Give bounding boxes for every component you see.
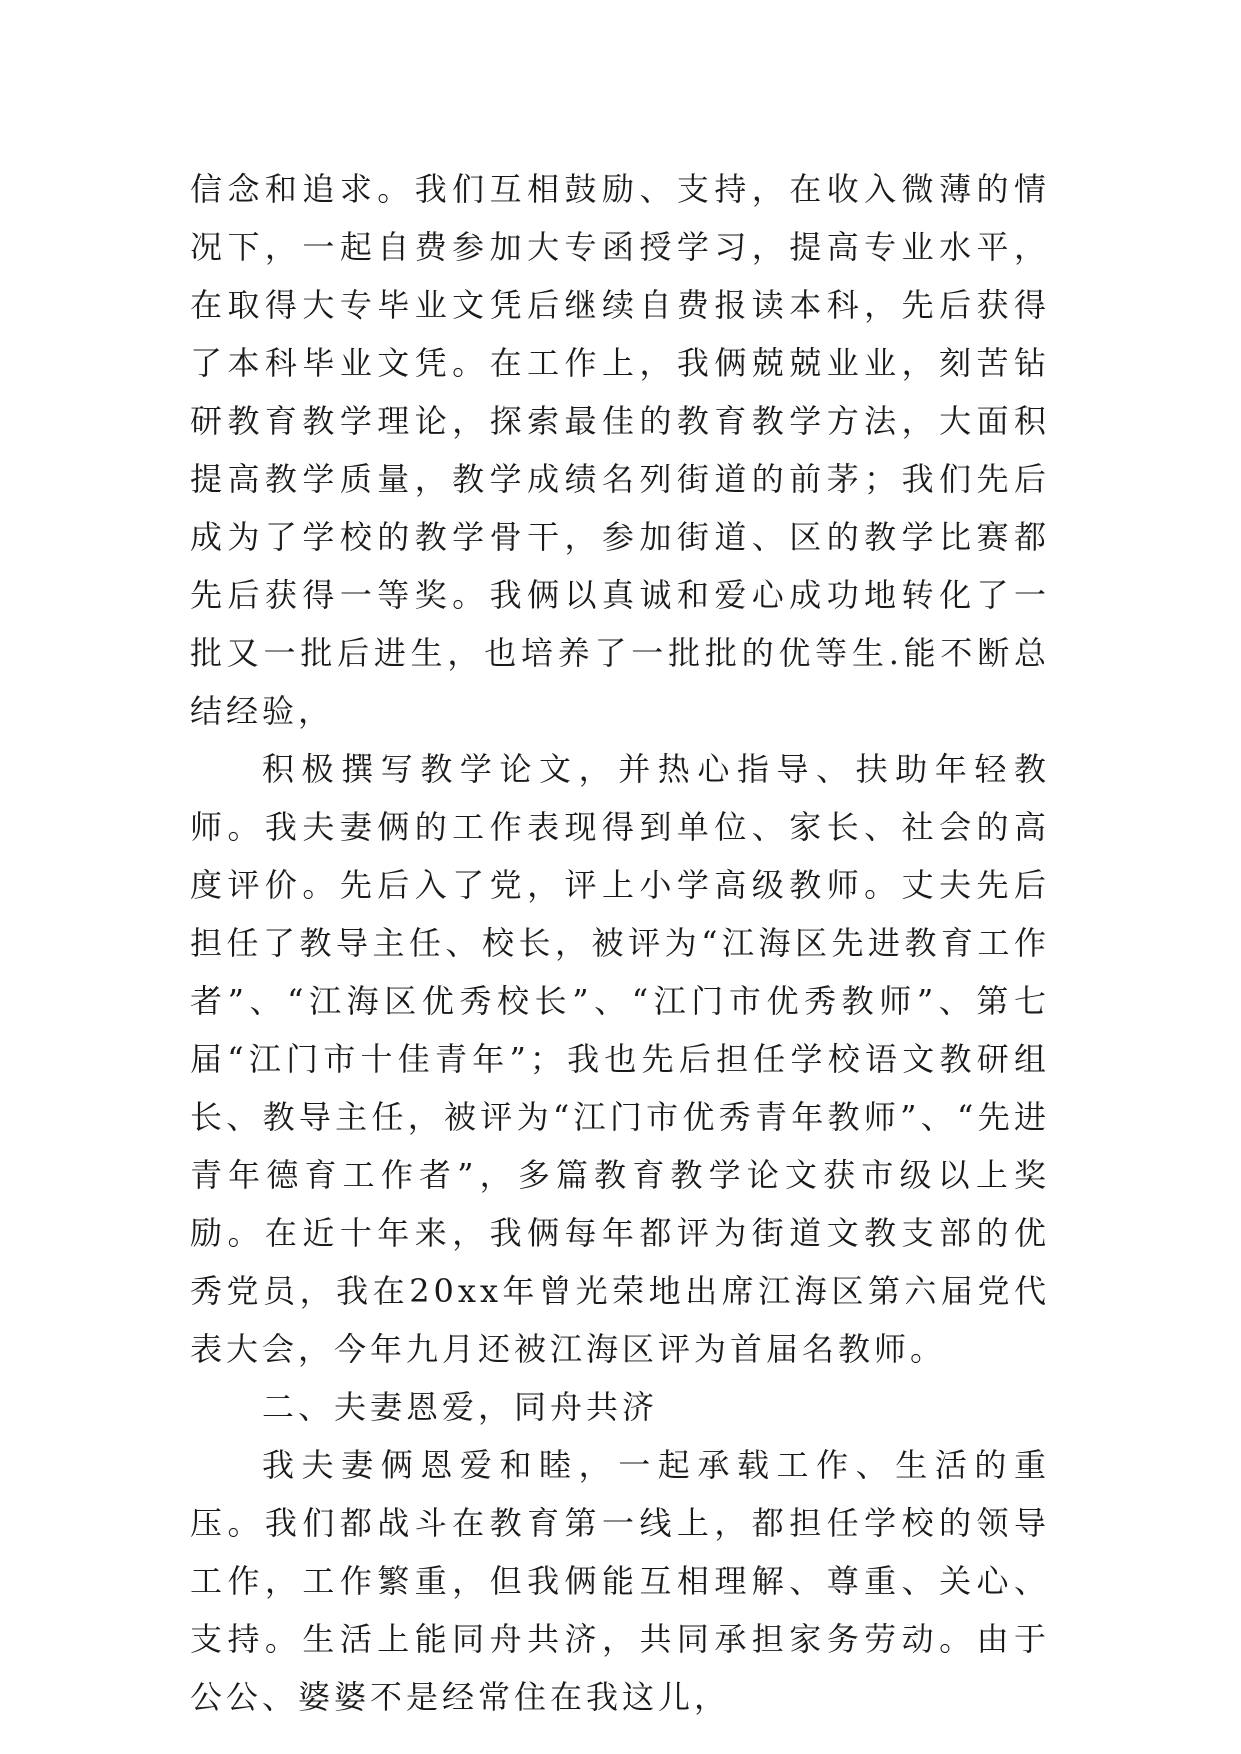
paragraph-3: 我夫妻俩恩爱和睦，一起承载工作、生活的重压。我们都战斗在教育第一线上，都担任学校的领导工作，工作繁重，但我俩能互相理解、尊重、关心、支持。生活上能同舟共济，共同承担家务劳动。由于公公、婆婆不是经常住在我这儿， (190, 1446, 1050, 1716)
paragraph-1: 信念和追求。我们互相鼓励、支持，在收入微薄的情况下，一起自费参加大专函授学习，提高专业水平，在取得大专毕业文凭后继续自费报读本科，先后获得了本科毕业文凭。在工作上，我俩兢兢业业，刻苦钻研教育教学理论，探索最佳的教育教学方法，大面积提高教学质量，教学成绩名列街道的前茅；我们先后成为了学校的教学骨干，参加街道、区的教学比赛都先后获得一等奖。我俩以真诚和爱心成功地转化了一批又一批后进生，也培养了一批批的优等生.能不断总结经验， (190, 170, 1050, 730)
section-heading: 二、夫妻恩爱，同舟共济 (262, 1388, 659, 1426)
paragraph-2: 积极撰写教学论文，并热心指导、扶助年轻教师。我夫妻俩的工作表现得到单位、家长、社会的高度评价。先后入了党，评上小学高级教师。丈夫先后担任了教导主任、校长，被评为“江海区先进教育工作者”、“江海区优秀校长”、“江门市优秀教师”、第七届“江门市十佳青年”；我也先后担任学校语文教研组长、教导主任，被评为“江门市优秀青年教师”、“先进青年德育工作者”，多篇教育教学论文获市级以上奖励。在近十年来，我俩每年都评为街道文教支部的优秀党员，我在20xx年曾光荣地出席江海区第六届党代表大会，今年九月还被江海区评为首届名教师。 (190, 750, 1050, 1368)
document-body (190, 160, 1050, 1726)
